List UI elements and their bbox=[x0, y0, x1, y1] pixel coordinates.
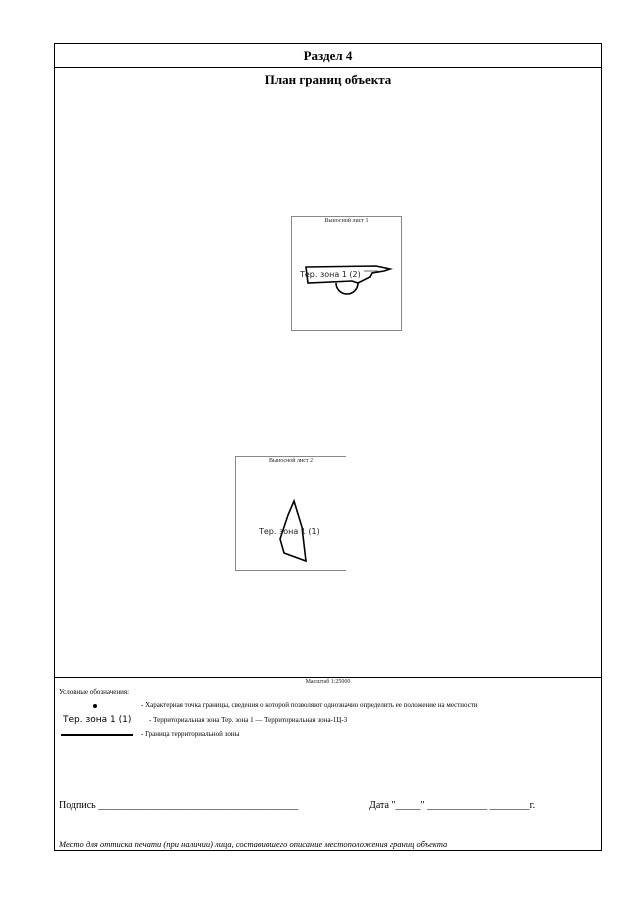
legend-divider bbox=[55, 677, 601, 678]
plan-title: План границ объекта bbox=[264, 72, 392, 87]
zone-label-sheet-1: Тер. зона 1 (2) bbox=[300, 270, 361, 279]
point-dot-icon bbox=[93, 704, 97, 708]
zone-1-polygon bbox=[236, 457, 347, 572]
stamp-note: Место для оттиска печати (при наличии) лица, составившего описание местоположения границ объекта bbox=[59, 839, 448, 849]
zone-label-sheet-2: Тер. зона 1 (1) bbox=[259, 527, 320, 536]
legend-item-boundary bbox=[55, 728, 601, 742]
inset-sheet-1 bbox=[291, 216, 402, 331]
legend-text-zone: - Территориальная зона Тер. зона 1 — Территориальная зона-1Ц-3 bbox=[149, 716, 348, 724]
inset-sheet-2 bbox=[235, 456, 346, 571]
section-header: Раздел 4 bbox=[55, 44, 601, 68]
signature-line: Подпись ________________________________________ bbox=[59, 800, 299, 811]
document-frame bbox=[54, 43, 602, 851]
inset-sheet-1-title: Выносной лист 1 bbox=[324, 218, 369, 224]
boundary-line-icon bbox=[61, 734, 133, 736]
date-line: Дата "_____" ____________ ________г. bbox=[369, 800, 536, 811]
legend-text-boundary: - Граница территориальной зоны bbox=[141, 730, 240, 738]
legend-item-point bbox=[55, 699, 601, 713]
zone-label-sample: Тер. зона 1 (1) bbox=[63, 715, 132, 725]
legend-title: Условные обозначения: bbox=[59, 688, 130, 696]
inset-sheet-2-title: Выносной лист 2 bbox=[269, 458, 313, 464]
scale-label: Масштаб 1:25000 bbox=[305, 679, 351, 685]
legend-item-zone bbox=[55, 714, 601, 728]
legend-text-point: - Характерная точка границы, сведения о которой позволяют однозначно определить ее положение на местности bbox=[141, 701, 478, 709]
